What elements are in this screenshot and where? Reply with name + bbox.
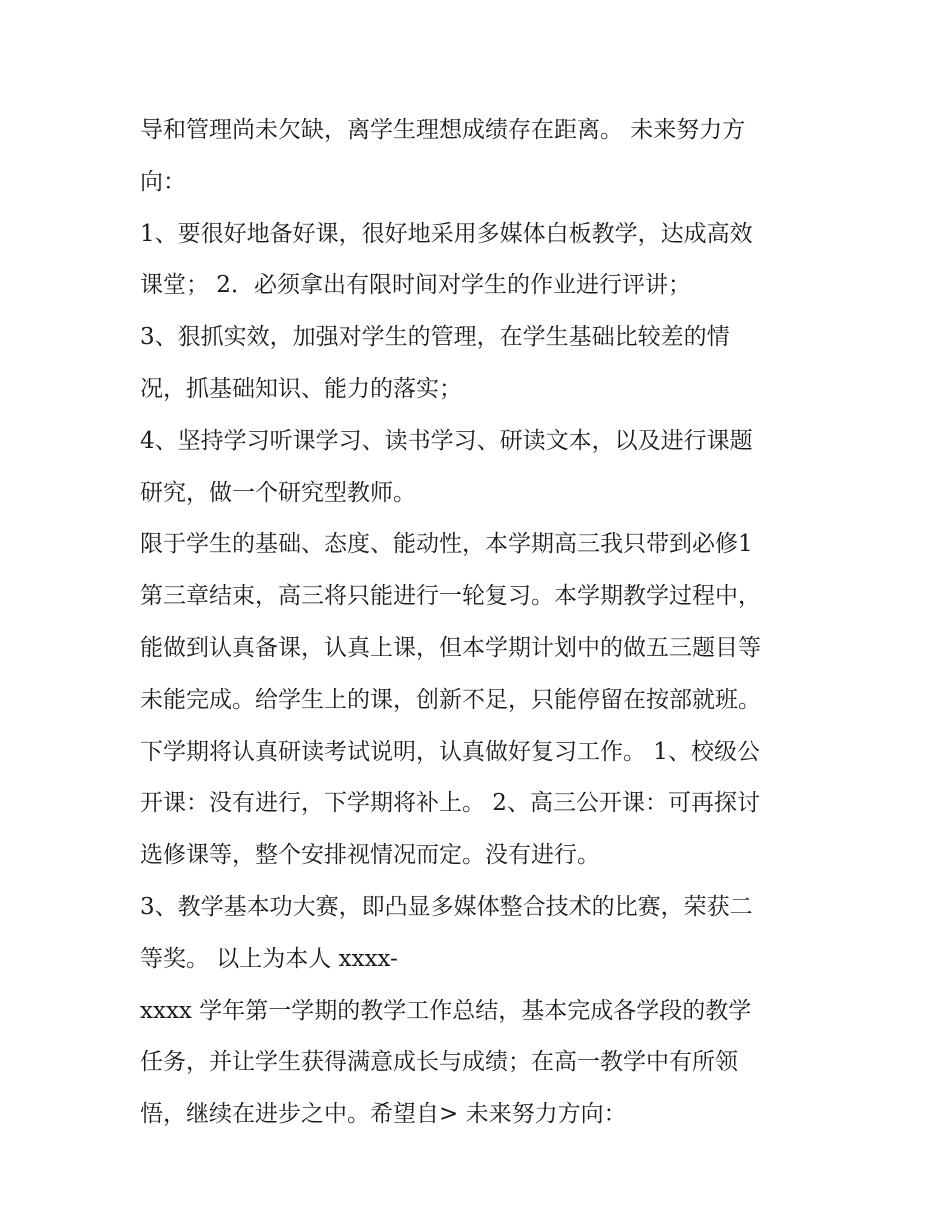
document-text-body: [140, 110, 840, 1146]
text-line: xxxx 学年第一学期的教学工作总结，基本完成各学段的教学: [140, 997, 752, 1024]
text-line: 况，抓基础知识、能力的落实；: [140, 375, 462, 402]
text-line: 等奖。 以上为本人 xxxx-: [140, 945, 398, 972]
text-line: 下学期将认真研读考试说明，认真做好复习工作。 1、校级公: [140, 738, 760, 765]
text-line: 限于学生的基础、态度、能动性，本学期高三我只带到必修1: [140, 531, 753, 558]
text-line: 任务，并让学生获得满意成长与成绩；在高一教学中有所领: [140, 1049, 738, 1076]
text-line: 3、狠抓实效，加强对学生的管理，在学生基础比较差的情: [140, 324, 730, 351]
text-line: 1、要很好地备好课，很好地采用多媒体白板教学，达成高效: [140, 220, 753, 247]
text-line: 开课：没有进行，下学期将补上。 2、高三公开课：可再探讨: [140, 790, 760, 817]
text-line: 能做到认真备课，认真上课，但本学期计划中的做五三题目等: [140, 634, 761, 661]
text-line: 第三章结束，高三将只能进行一轮复习。本学期教学过程中，: [140, 583, 761, 610]
text-line: 研究，做一个研究型教师。: [140, 479, 416, 506]
text-line: 课堂； 2．必须拿出有限时间对学生的作业进行评讲；: [140, 272, 691, 299]
text-line: 导和管理尚未欠缺，离学生理想成绩存在距离。 未来努力方: [140, 117, 746, 143]
text-line: 选修课等，整个安排视情况而定。没有进行。: [140, 842, 600, 869]
text-line: 向：: [140, 168, 186, 195]
text-line: 3、教学基本功大赛，即凸显多媒体整合技术的比赛，荣获二: [140, 893, 753, 920]
text-line: 未能完成。给学生上的课，创新不足，只能停留在按部就班。: [140, 686, 761, 713]
text-line: 悟，继续在进步之中。希望自> 未来努力方向：: [140, 1101, 627, 1128]
text-line: 4、坚持学习听课学习、读书学习、研读文本，以及进行课题: [140, 427, 753, 454]
